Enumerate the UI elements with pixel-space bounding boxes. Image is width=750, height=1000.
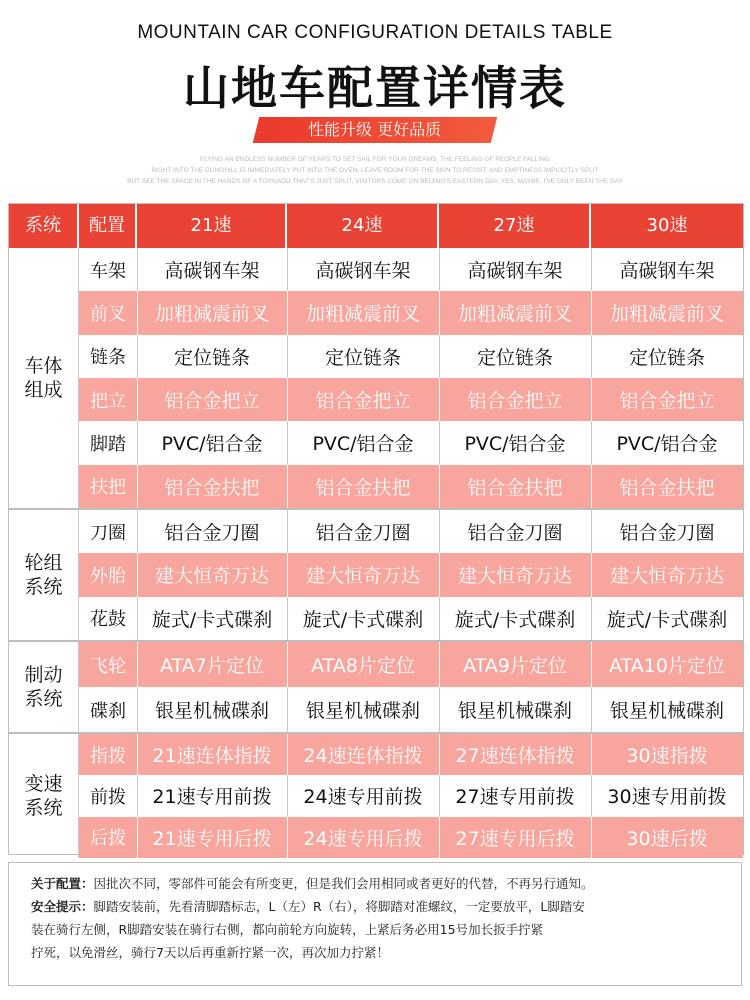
value-cell: ATA7片定位: [160, 655, 264, 677]
safety-note: [31, 895, 729, 918]
column-divider: [287, 421, 288, 464]
table-row: [79, 248, 743, 291]
column-divider: [287, 465, 288, 508]
decorative-text-line: BUT SEE THE SPACE IN THE HANDS OF A TORNADO THAT'S JUST SPLIT, VISITORS COME ON BEIJING'S EASTERN DAY, YES, MAYBE, I'VE ONLY BEEN THE DAY: [127, 178, 623, 185]
feature-cell: 飞轮: [90, 655, 126, 677]
value-cell: 建大恒奇万达: [305, 565, 420, 588]
column-divider: [287, 642, 288, 687]
column-divider: [591, 734, 592, 775]
column-divider: [591, 817, 592, 858]
column-divider: [439, 510, 440, 553]
value-cell: 建大恒奇万达: [609, 565, 724, 588]
notes-box: [8, 862, 742, 986]
column-divider: [439, 597, 440, 640]
column-divider: [137, 510, 138, 553]
safety-note-line: 装在骑行左侧，R脚踏安装在骑行右侧，都向前轮方向旋转，上紧后务必用15号加长扳手拧紧: [31, 922, 544, 937]
column-divider: [591, 465, 592, 508]
value-cell: 铝合金刀圈: [164, 522, 260, 545]
config-note: [31, 872, 729, 895]
english-title: MOUNTAIN CAR CONFIGURATION DETAILS TABLE: [137, 22, 613, 43]
value-cell: 铝合金扶把: [619, 476, 715, 499]
value-cell: 定位链条: [628, 346, 705, 369]
value-cell: 铝合金把立: [619, 390, 715, 413]
header-cell: 系统: [9, 204, 79, 248]
column-divider: [591, 421, 592, 464]
value-cell: 铝合金把立: [467, 390, 563, 413]
system-cell: 变速 系统: [9, 734, 79, 858]
table-row: [79, 734, 743, 775]
value-cell: 30速后拨: [626, 827, 708, 850]
system-cell: 制动 系统: [9, 642, 79, 732]
header-cell: 配置: [79, 204, 137, 248]
value-cell: 定位链条: [173, 346, 250, 369]
column-divider: [137, 597, 138, 640]
column-divider: [137, 817, 138, 858]
feature-cell: 链条: [90, 347, 126, 369]
value-cell: 27速专用后拨: [455, 827, 575, 850]
table-row: [79, 817, 743, 858]
column-divider: [439, 335, 440, 378]
column-divider: [439, 817, 440, 858]
value-cell: 24速专用前拨: [303, 786, 423, 809]
value-cell: ATA10片定位: [609, 655, 725, 677]
decorative-text-line: RIGHT INTO THE DUNGHILL IS IMMEDIATELY PUT INTO THE OVEN, LEAVE ROOM FOR THE SKIN TO RESIST, AND EMPTINESS IMPLICITLY SPLIT: [151, 167, 599, 174]
table-row: [79, 597, 743, 640]
column-divider: [591, 291, 592, 334]
config-note-label: 关于配置：: [31, 876, 94, 891]
feature-cell: 前叉: [90, 303, 126, 325]
value-cell: 铝合金刀圈: [467, 522, 563, 545]
value-cell: 30速指拨: [626, 745, 708, 768]
system-cell: 车体 组成: [9, 248, 79, 508]
feature-cell: 把立: [90, 390, 126, 412]
column-divider: [287, 510, 288, 553]
column-divider: [287, 335, 288, 378]
value-cell: 旋式/卡式碟刹: [302, 608, 424, 631]
value-cell: 加粗减震前叉: [457, 303, 572, 326]
column-divider: [137, 642, 138, 687]
column-divider: [287, 248, 288, 291]
column-divider: [287, 775, 288, 816]
value-cell: 21速连体指拨: [152, 745, 272, 768]
column-divider: [439, 687, 440, 732]
value-cell: 铝合金把立: [164, 390, 260, 413]
ribbon-text: 性能升级 更好品质: [308, 120, 442, 139]
value-cell: 铝合金扶把: [164, 476, 260, 499]
value-cell: 银星机械碟刹: [609, 700, 724, 722]
value-cell: 加粗减震前叉: [305, 303, 420, 326]
column-divider: [137, 421, 138, 464]
column-divider: [591, 775, 592, 816]
header-cell: 27速: [439, 204, 591, 248]
column-divider: [591, 597, 592, 640]
value-cell: 高碳钢车架: [619, 260, 715, 283]
value-cell: 银星机械碟刹: [457, 700, 572, 722]
column-divider: [287, 378, 288, 421]
table-row: [79, 510, 743, 553]
value-cell: 旋式/卡式碟刹: [606, 608, 728, 631]
column-divider: [137, 248, 138, 291]
column-divider: [439, 775, 440, 816]
column-divider: [137, 465, 138, 508]
table-row: [79, 465, 743, 508]
value-cell: 30速专用前拨: [607, 786, 727, 809]
column-divider: [137, 775, 138, 816]
value-cell: 银星机械碟刹: [154, 700, 269, 722]
decorative-text-block: [0, 154, 750, 187]
column-divider: [591, 642, 592, 687]
value-cell: ATA9片定位: [463, 655, 567, 677]
table-row: [79, 553, 743, 596]
feature-cell: 碟刹: [90, 700, 126, 722]
value-cell: 高碳钢车架: [467, 260, 563, 283]
column-divider: [591, 335, 592, 378]
feature-cell: 后拨: [90, 828, 126, 850]
value-cell: 铝合金刀圈: [315, 522, 411, 545]
value-cell: 旋式/卡式碟刹: [454, 608, 576, 631]
config-table: [8, 203, 744, 855]
ribbon-banner: [253, 117, 497, 143]
table-row: [79, 775, 743, 816]
header-cell: 24速: [287, 204, 439, 248]
value-cell: 铝合金刀圈: [619, 522, 715, 545]
safety-note-line: 拧死，以免滑丝，骑行7天以后再重新拧紧一次，再次加力拧紧！: [31, 945, 389, 960]
table-row: [79, 378, 743, 421]
config-note-text: 因批次不同，零部件可能会有所变更，但是我们会用相同或者更好的代替，不再另行通知。: [93, 876, 594, 891]
column-divider: [439, 734, 440, 775]
header-cell: 30速: [591, 204, 743, 248]
column-divider: [439, 465, 440, 508]
feature-cell: 脚踏: [90, 433, 126, 455]
table-row: [79, 642, 743, 687]
page-title: 山地车配置详情表: [183, 61, 567, 115]
table-row: [79, 687, 743, 732]
value-cell: 21速专用前拨: [152, 786, 272, 809]
value-cell: 高碳钢车架: [164, 260, 260, 283]
value-cell: 加粗减震前叉: [154, 303, 269, 326]
value-cell: 建大恒奇万达: [457, 565, 572, 588]
feature-cell: 花鼓: [90, 609, 126, 631]
value-cell: 铝合金扶把: [467, 476, 563, 499]
feature-cell: 车架: [90, 260, 126, 282]
feature-cell: 外胎: [90, 565, 126, 587]
column-divider: [287, 734, 288, 775]
safety-note-line: 脚踏安装前，先看清脚踏标志，L（左）R（右），将脚踏对准螺纹，一定要放平，L脚踏安: [93, 899, 585, 914]
table-row: [79, 421, 743, 464]
value-cell: 21速专用后拨: [152, 827, 272, 850]
value-cell: PVC/铝合金: [312, 433, 414, 456]
column-divider: [287, 817, 288, 858]
column-divider: [137, 734, 138, 775]
value-cell: 27速专用前拨: [455, 786, 575, 809]
value-cell: 高碳钢车架: [315, 260, 411, 283]
column-divider: [439, 291, 440, 334]
value-cell: 铝合金把立: [315, 390, 411, 413]
column-divider: [591, 510, 592, 553]
value-cell: 铝合金扶把: [315, 476, 411, 499]
column-divider: [137, 687, 138, 732]
value-cell: 27速连体指拨: [455, 745, 575, 768]
column-divider: [439, 553, 440, 596]
table-row: [79, 335, 743, 378]
value-cell: 旋式/卡式碟刹: [151, 608, 273, 631]
column-divider: [591, 687, 592, 732]
table-row: [79, 291, 743, 334]
column-divider: [287, 687, 288, 732]
column-divider: [439, 421, 440, 464]
table-header-row: [9, 204, 743, 248]
column-divider: [137, 553, 138, 596]
column-divider: [287, 597, 288, 640]
column-divider: [439, 642, 440, 687]
column-divider: [137, 291, 138, 334]
feature-cell: 扶把: [90, 477, 126, 499]
feature-cell: 前拨: [90, 786, 126, 808]
column-divider: [591, 378, 592, 421]
value-cell: ATA8片定位: [311, 655, 415, 677]
value-cell: 定位链条: [476, 346, 553, 369]
column-divider: [287, 291, 288, 334]
column-divider: [591, 248, 592, 291]
value-cell: 加粗减震前叉: [609, 303, 724, 326]
column-divider: [439, 378, 440, 421]
feature-cell: 刀圈: [90, 522, 126, 544]
value-cell: 24速专用后拨: [303, 827, 423, 850]
column-divider: [137, 335, 138, 378]
value-cell: 建大恒奇万达: [154, 565, 269, 588]
value-cell: PVC/铝合金: [161, 433, 263, 456]
column-divider: [591, 553, 592, 596]
value-cell: PVC/铝合金: [464, 433, 566, 456]
value-cell: 银星机械碟刹: [305, 700, 420, 722]
value-cell: 定位链条: [324, 346, 401, 369]
feature-cell: 指拨: [90, 745, 126, 767]
header-cell: 21速: [137, 204, 287, 248]
value-cell: PVC/铝合金: [616, 433, 718, 456]
column-divider: [137, 378, 138, 421]
safety-note-label: 安全提示：: [31, 899, 94, 914]
column-divider: [287, 553, 288, 596]
system-cell: 轮组 系统: [9, 510, 79, 640]
value-cell: 24速连体指拨: [303, 745, 423, 768]
decorative-text-line: FLYING AN ENDLESS NUMBER OF YEARS TO SET SAIL FOR YOUR DREAMS, THE FEELING OF PEOPLE FALLING: [200, 156, 550, 163]
column-divider: [439, 248, 440, 291]
